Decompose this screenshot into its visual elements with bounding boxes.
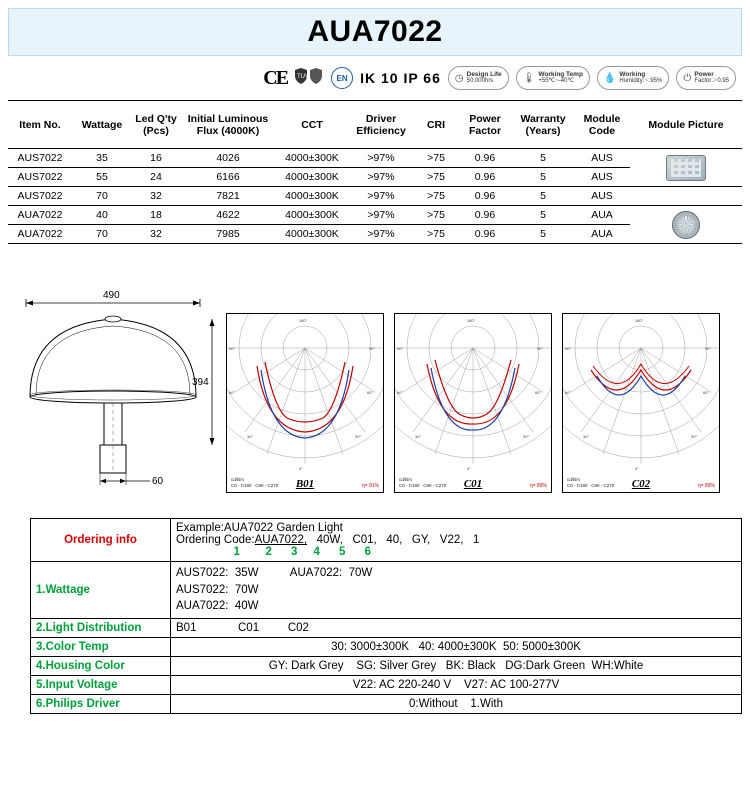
- ordering-label-housing-color: 4.Housing Color: [31, 657, 171, 676]
- cell-wattage: 35: [72, 149, 132, 168]
- photometric-name-c01: C01: [463, 478, 483, 490]
- photometric-legend-c01: cd/klm C0 - C180 C90 - C270: [399, 477, 447, 489]
- cell-module-code: AUA: [574, 206, 630, 225]
- cell-cri: >75: [414, 206, 458, 225]
- svg-text:180°: 180°: [299, 318, 308, 323]
- cell-item-no: AUS7022: [8, 149, 72, 168]
- cell-item-no: AUS7022: [8, 187, 72, 206]
- svg-text:30°: 30°: [415, 434, 422, 439]
- power-icon: ⏻: [683, 72, 692, 84]
- cell-flux: 4026: [180, 149, 276, 168]
- table-row: [8, 206, 742, 225]
- cell-cri: >75: [414, 149, 458, 168]
- ordering-code-value: AUA7022,: [254, 534, 308, 546]
- cell-pf: 0.96: [458, 168, 512, 187]
- ordering-code-numbers: 1 2 3 4 5 6: [176, 546, 371, 558]
- ordering-value-wattage: [171, 562, 742, 619]
- enec-mark-icon: EN: [331, 67, 353, 89]
- table-row: [8, 149, 742, 168]
- cell-cri: >75: [414, 168, 458, 187]
- ordering-label-philips-driver: 6.Philips Driver: [31, 695, 171, 714]
- ordering-example: Example:AUA7022 Garden Light: [176, 522, 343, 534]
- badge-design-life-line2: 50,000hrs: [466, 78, 494, 85]
- cell-led-qty: 16: [132, 149, 180, 168]
- svg-text:30°: 30°: [691, 434, 698, 439]
- technical-drawing: [8, 285, 218, 495]
- svg-text:30°: 30°: [583, 434, 590, 439]
- cell-cri: >75: [414, 225, 458, 244]
- cell-item-no: AUA7022: [8, 225, 72, 244]
- cell-warranty: 5: [512, 206, 574, 225]
- cell-wattage: 70: [72, 225, 132, 244]
- drawing-and-photometry-band: [8, 285, 742, 510]
- badge-working-humidity-line1: Working: [619, 71, 646, 79]
- cell-item-no: AUS7022: [8, 168, 72, 187]
- cell-cri: >75: [414, 187, 458, 206]
- table-header-row: [8, 101, 742, 149]
- photometric-efficiency-c01: η= 89%: [529, 483, 547, 489]
- cell-flux: 7985: [180, 225, 276, 244]
- ordering-value-color-temp: 30: 3000±300K 40: 4000±300K 50: 5000±300K: [171, 638, 742, 657]
- photometric-name-b01: B01: [295, 478, 315, 490]
- badge-power-factor: [676, 66, 736, 90]
- cell-module-code: AUS: [574, 187, 630, 206]
- ordering-info-label: Ordering info: [31, 519, 171, 562]
- ordering-value-philips-driver: 0:Without 1.With: [171, 695, 742, 714]
- cell-flux: 6166: [180, 168, 276, 187]
- photometric-diagram-b01: [226, 313, 384, 493]
- cell-led-qty: 18: [132, 206, 180, 225]
- th-initial-flux: Initial Luminous Flux (4000K): [180, 101, 276, 149]
- cell-driver: >97%: [348, 149, 414, 168]
- cell-item-no: AUA7022: [8, 206, 72, 225]
- wattage-line-1: AUS7022: 35W AUA7022: 70W: [176, 567, 373, 579]
- cell-warranty: 5: [512, 149, 574, 168]
- ordering-label-input-voltage: 5.Input Voltage: [31, 676, 171, 695]
- badge-power-factor-line2: Factor＞0.95: [694, 78, 729, 85]
- table-row: [8, 187, 742, 206]
- dim-pole-label: 60: [152, 476, 164, 487]
- badge-design-life: [448, 66, 509, 90]
- svg-text:90°: 90°: [369, 346, 376, 351]
- cell-cct: 4000±300K: [276, 168, 348, 187]
- cell-module-picture-empty: [630, 187, 742, 206]
- svg-text:TUV: TUV: [297, 73, 310, 80]
- svg-text:90°: 90°: [397, 346, 404, 351]
- cell-wattage: 40: [72, 206, 132, 225]
- th-cri: CRI: [414, 101, 458, 149]
- cell-flux: 7821: [180, 187, 276, 206]
- ordering-row-input-voltage: [31, 676, 742, 695]
- page-title-bar: [8, 8, 742, 56]
- badge-working-temp-line2: +55℃~-40℃: [538, 78, 575, 85]
- svg-text:180°: 180°: [635, 318, 644, 323]
- cell-driver: >97%: [348, 225, 414, 244]
- cell-warranty: 5: [512, 187, 574, 206]
- ordering-label-light-distribution: 2.Light Distribution: [31, 619, 171, 638]
- photometric-legend-c02: cd/klm C0 - C180 C90 - C270: [567, 477, 615, 489]
- ordering-row-philips-driver: [31, 695, 742, 714]
- certification-row: [8, 60, 742, 96]
- svg-text:60°: 60°: [367, 390, 374, 395]
- cell-module-picture-rect: [630, 149, 742, 187]
- ordering-code-prefix: Ordering Code:: [176, 534, 255, 546]
- svg-text:90°: 90°: [229, 346, 236, 351]
- cell-module-code: AUA: [574, 225, 630, 244]
- ordering-info-example-cell: [171, 519, 742, 562]
- wattage-line-3: AUA7022: 40W: [176, 600, 259, 613]
- badge-working-humidity: [597, 66, 669, 90]
- cell-module-code: AUS: [574, 149, 630, 168]
- cell-cct: 4000±300K: [276, 206, 348, 225]
- photometric-diagram-c01: [394, 313, 552, 493]
- svg-text:30°: 30°: [355, 434, 362, 439]
- module-round-image: [672, 211, 700, 239]
- cell-wattage: 70: [72, 187, 132, 206]
- tuv-mark-icon: [294, 67, 324, 90]
- badge-design-life-line1: Design Life: [466, 71, 502, 79]
- photometric-name-c02: C02: [631, 478, 651, 490]
- cell-driver: >97%: [348, 206, 414, 225]
- svg-text:60°: 60°: [229, 390, 236, 395]
- th-wattage: Wattage: [72, 101, 132, 149]
- wattage-line-2: AUS7022: 70W: [176, 583, 259, 596]
- cell-wattage: 55: [72, 168, 132, 187]
- cell-led-qty: 32: [132, 187, 180, 206]
- photometric-efficiency-c02: η= 89%: [697, 483, 715, 489]
- ce-mark-icon: CE: [263, 66, 288, 89]
- photometric-legend-b01: cd/klm C0 - C180 C90 - C270: [231, 477, 279, 489]
- dim-height-label: 394: [192, 377, 209, 388]
- th-cct: CCT: [276, 101, 348, 149]
- ordering-row-wattage: [31, 562, 742, 619]
- svg-text:60°: 60°: [565, 390, 572, 395]
- cell-cct: 4000±300K: [276, 225, 348, 244]
- ordering-value-input-voltage: V22: AC 220-240 V V27: AC 100-277V: [171, 676, 742, 695]
- badge-working-humidity-line2: Humidity:＜95%: [619, 78, 663, 85]
- specification-table: [8, 100, 742, 244]
- photometric-diagram-c02: [562, 313, 720, 493]
- cell-pf: 0.96: [458, 187, 512, 206]
- ordering-value-light-distribution: B01 C01 C02: [171, 619, 742, 638]
- clock-icon: ◷: [454, 72, 464, 84]
- th-led-qty: Led Q'ty (Pcs): [132, 101, 180, 149]
- ordering-row-light-distribution: [31, 619, 742, 638]
- svg-text:0°: 0°: [635, 466, 639, 471]
- svg-text:90°: 90°: [537, 346, 544, 351]
- cell-flux: 4622: [180, 206, 276, 225]
- ordering-label-color-temp: 3.Color Temp: [31, 638, 171, 657]
- cell-module-picture-round: [630, 206, 742, 244]
- badge-working-temp-line1: Working Temp: [538, 71, 583, 79]
- th-driver-efficiency: Driver Efficiency: [348, 101, 414, 149]
- ordering-code-line: [176, 534, 736, 546]
- cell-pf: 0.96: [458, 225, 512, 244]
- cell-cct: 4000±300K: [276, 149, 348, 168]
- cell-warranty: 5: [512, 225, 574, 244]
- ordering-row-housing-color: [31, 657, 742, 676]
- th-warranty: Warranty (Years): [512, 101, 574, 149]
- cell-driver: >97%: [348, 168, 414, 187]
- cell-led-qty: 24: [132, 168, 180, 187]
- svg-text:180°: 180°: [467, 318, 476, 323]
- svg-text:0°: 0°: [467, 466, 471, 471]
- dim-width-label: 490: [103, 290, 120, 301]
- cell-driver: >97%: [348, 187, 414, 206]
- th-item-no: Item No.: [8, 101, 72, 149]
- cell-led-qty: 32: [132, 225, 180, 244]
- svg-text:30°: 30°: [523, 434, 530, 439]
- th-power-factor: Power Factor: [458, 101, 512, 149]
- svg-text:90°: 90°: [705, 346, 712, 351]
- humidity-icon: 💧: [603, 72, 617, 84]
- svg-text:60°: 60°: [703, 390, 710, 395]
- cell-pf: 0.96: [458, 206, 512, 225]
- badge-power-factor-line1: Power: [694, 71, 714, 79]
- cell-module-code: AUS: [574, 168, 630, 187]
- specification-table-wrap: [8, 100, 742, 244]
- ordering-info-header-row: [31, 519, 742, 562]
- svg-text:90°: 90°: [565, 346, 572, 351]
- module-rect-image: [666, 155, 706, 181]
- thermometer-icon: 🌡: [522, 72, 536, 84]
- svg-text:30°: 30°: [247, 434, 254, 439]
- ordering-code-rest: 40W, C01, 40, GY, V22, 1: [307, 534, 480, 546]
- cell-pf: 0.96: [458, 149, 512, 168]
- th-module-code: Module Code: [574, 101, 630, 149]
- svg-text:60°: 60°: [397, 390, 404, 395]
- svg-text:60°: 60°: [535, 390, 542, 395]
- page-title: AUA7022: [307, 15, 443, 48]
- cell-cct: 4000±300K: [276, 187, 348, 206]
- cell-warranty: 5: [512, 168, 574, 187]
- ik-ip-rating: IK 10 IP 66: [360, 70, 441, 86]
- ordering-info-table: [30, 518, 742, 714]
- ordering-label-wattage: 1.Wattage: [31, 562, 171, 619]
- ordering-value-housing-color: GY: Dark Grey SG: Silver Grey BK: Black DG:Dark Green WH:White: [171, 657, 742, 676]
- ordering-row-color-temp: [31, 638, 742, 657]
- th-module-picture: Module Picture: [630, 101, 742, 149]
- svg-text:0°: 0°: [299, 466, 303, 471]
- ordering-info-section: [30, 518, 742, 714]
- photometric-efficiency-b01: η= 91%: [361, 483, 379, 489]
- badge-working-temp: [516, 66, 590, 90]
